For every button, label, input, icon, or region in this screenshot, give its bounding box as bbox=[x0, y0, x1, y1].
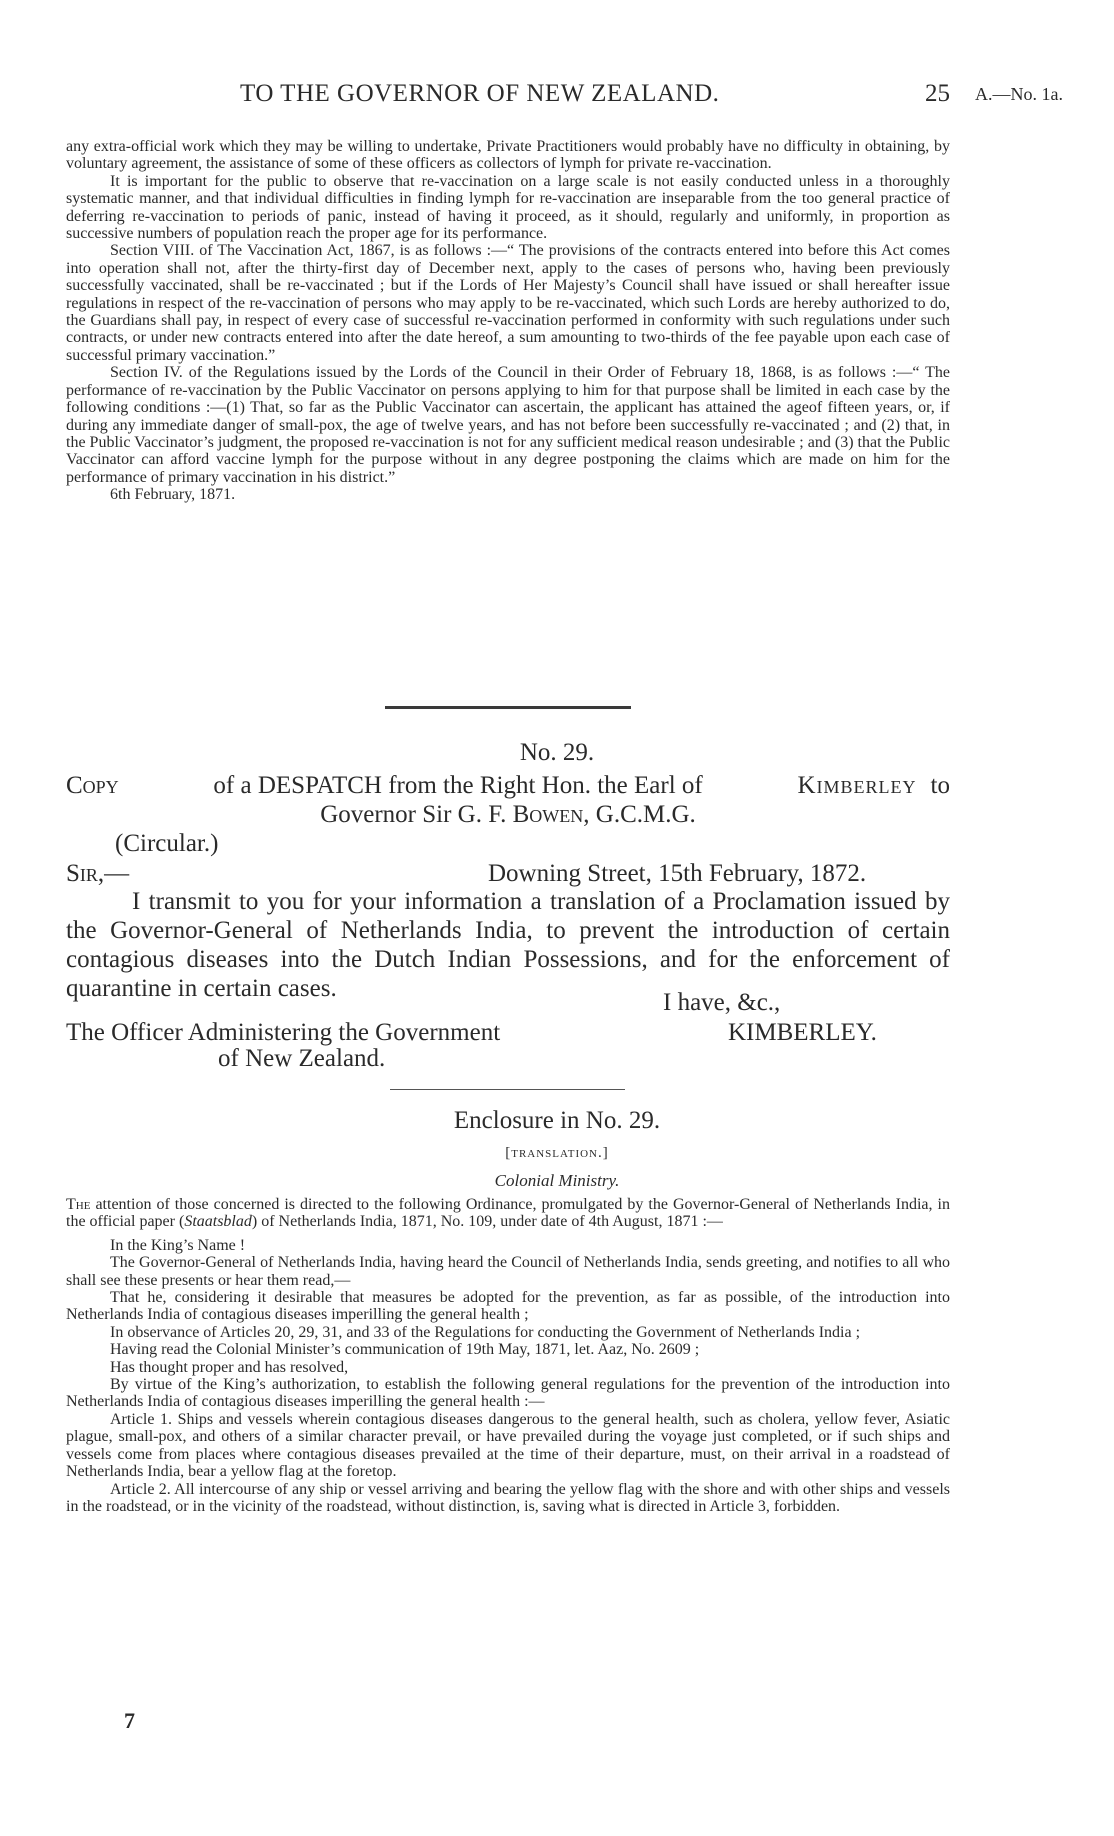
heading-line-1 bbox=[66, 771, 950, 800]
intro-paragraph bbox=[66, 1196, 950, 1231]
dateline: 6th February, 1871. bbox=[110, 486, 236, 504]
continuation-text bbox=[66, 138, 950, 504]
signature: KIMBERLEY. bbox=[728, 1019, 877, 1046]
addressee-line-1: The Officer Administering the Government bbox=[66, 1019, 501, 1046]
header-title: TO THE GOVERNOR OF NEW ZEALAND. bbox=[240, 80, 720, 107]
intro-text: attention of those concerned is directed to the following Ordinance, promulgated by the Governor-General of Netherlands India, in the official paper ( bbox=[66, 1196, 950, 1231]
paragraph: any extra-official work which they may be willing to undertake, Private Practitioners would probably have no difficulty in obtaining, by voluntary agreement, the assistance of some of these officers as collectors of lymph for private re-vaccination. bbox=[66, 138, 950, 173]
circular-label: (Circular.) bbox=[115, 830, 219, 857]
signature-mark: 7 bbox=[124, 1708, 135, 1733]
section-divider bbox=[390, 1089, 625, 1090]
ministry-label: Colonial Ministry. bbox=[494, 1171, 620, 1190]
paragraph: Section VIII. of The Vaccination Act, 1867, is as follows :—“ The provisions of the contracts entered into before this Act comes into operation shall not, after the thirty-first day of December next, apply to the cases of persons who, having been previously successfully vaccinated, shall be re-vaccinated ; but if the Lords of Her Majesty’s Council shall have issued or shall hereafter issue regulations in respect of the re-vaccination of persons who may apply to be re-vaccinated, which such Lords are hereby authorized to do, the Guardians shall pay, in respect of every case of successful re-vaccination performed in conformity with such regulations under such contracts, or under new contracts entered into after the date hereof, a sum amounting to two-thirds of the fee payable upon each case of successful primary vaccination.” bbox=[66, 242, 950, 364]
intro-italic: Staatsblad bbox=[184, 1213, 252, 1231]
paragraph: It is important for the public to observe that re-vaccination on a large scale is not easily conducted unless in a thoroughly systematic manner, and that individual difficulties in finding lymph for re-vaccination are inseparable from the too general practice of deferring re-vaccination to periods of panic, instead of having it proceed, as it should, regularly and uniformly, in proportion as successive numbers of population reach the proper age for its performance. bbox=[66, 172, 950, 243]
heading-to: to bbox=[930, 772, 950, 799]
paragraph: In the King’s Name ! bbox=[110, 1236, 246, 1254]
heading-line-2 bbox=[66, 800, 950, 829]
heading-text: of a DESPATCH from the Right Hon. the Earl of bbox=[213, 772, 703, 799]
governor-name: Bowen bbox=[512, 801, 584, 828]
salutation: Sir,— bbox=[66, 860, 130, 887]
section-divider bbox=[385, 706, 631, 709]
intro-prefix: The bbox=[66, 1196, 91, 1213]
translation-label: [translation.] bbox=[505, 1145, 609, 1161]
page-number: 25 bbox=[925, 80, 950, 107]
enclosure-title: Enclosure in No. 29. bbox=[453, 1107, 661, 1134]
paragraph: Section IV. of the Regulations issued by the Lords of the Council in their Order of February 18, 1868, is as follows :—“ The performance of re-vaccination by the Public Vaccinator on persons applying to him for that purpose shall be limited in each case by the following conditions :—(1) That, so far as the Public Vaccinator can ascertain, the applicant has attained the ageof fifteen years, or, if during any immediate danger of small-pox, the age of twelve years, and has not before been successfully re-vaccinated ; and (2) that, in the Public Vaccinator’s judgment, the proposed re-vaccination is not for any sufficient medical reason undesirable ; and (3) that the Public Vaccinator can afford vaccine lymph for the purpose without in any degree postponing the claims which are made on him for the performance of primary vaccination in his district.” bbox=[66, 364, 950, 486]
document-reference: A.—No. 1a. bbox=[975, 84, 1063, 104]
governor-suffix: , G.C.M.G. bbox=[583, 801, 696, 828]
despatch-number: No. 29. bbox=[519, 739, 595, 766]
paragraph: The Governor-General of Netherlands India, having heard the Council of Netherlands India, sends greeting, and notifies to all who shall see these presents or hear them read,— bbox=[66, 1254, 950, 1289]
copy-prefix: Copy bbox=[66, 772, 119, 799]
paragraph: Has thought proper and has resolved, bbox=[110, 1358, 349, 1376]
enclosure-text bbox=[66, 1196, 950, 1515]
closing: I have, &c., bbox=[663, 989, 781, 1016]
paragraph: Article 1. Ships and vessels wherein contagious diseases dangerous to the general health, such as cholera, yellow fever, Asiatic plague, small-pox, and others of a similar character prevail, or have prevailed during the voyage just completed, or if such ships and vessels come from places where contagious diseases prevailed at the time of their departure, must, on their arrival in a roadstead of Netherlands India, bear a yellow flag at the foretop. bbox=[66, 1410, 950, 1481]
despatch-heading bbox=[66, 771, 950, 829]
addressee-line-2: of New Zealand. bbox=[218, 1045, 386, 1072]
paragraph: That he, considering it desirable that measures be adopted for the prevention, as far as possible, of the introduction into Netherlands India of contagious diseases imperilling the general health ; bbox=[66, 1289, 950, 1324]
paragraph: Article 2. All intercourse of any ship or vessel arriving and bearing the yellow flag with the shore and with other ships and vessels in the roadstead, or in the vicinity of the roadstead, without distinction, is, saving what is directed in Article 3, forbidden. bbox=[66, 1480, 950, 1515]
paragraph: By virtue of the King’s authorization, to establish the following general regulations for the prevention of the introduction into Netherlands India of contagious diseases imperilling the general health :— bbox=[66, 1376, 950, 1411]
paragraph: Having read the Colonial Minister’s communication of 19th May, 1871, let. Aaz, No. 2609 ; bbox=[110, 1341, 700, 1359]
place-and-date: Downing Street, 15th February, 1872. bbox=[488, 860, 867, 887]
governor-prefix: Governor Sir G. F. bbox=[320, 801, 507, 828]
paragraph: In observance of Articles 20, 29, 31, and 33 of the Regulations for conducting the Government of Netherlands India ; bbox=[110, 1323, 861, 1341]
earl-name: Kimberley bbox=[797, 772, 917, 799]
despatch-body: I transmit to you for your information a translation of a Proclamation issued by the Governor-General of Netherlands India, to prevent the introduction of certain contagious diseases into the Dutch Indian Possessions, and for the enforcement of quarantine in certain cases. bbox=[66, 888, 950, 1002]
intro-text-end: ) of Netherlands India, 1871, No. 109, under date of 4th August, 1871 :— bbox=[251, 1213, 723, 1231]
